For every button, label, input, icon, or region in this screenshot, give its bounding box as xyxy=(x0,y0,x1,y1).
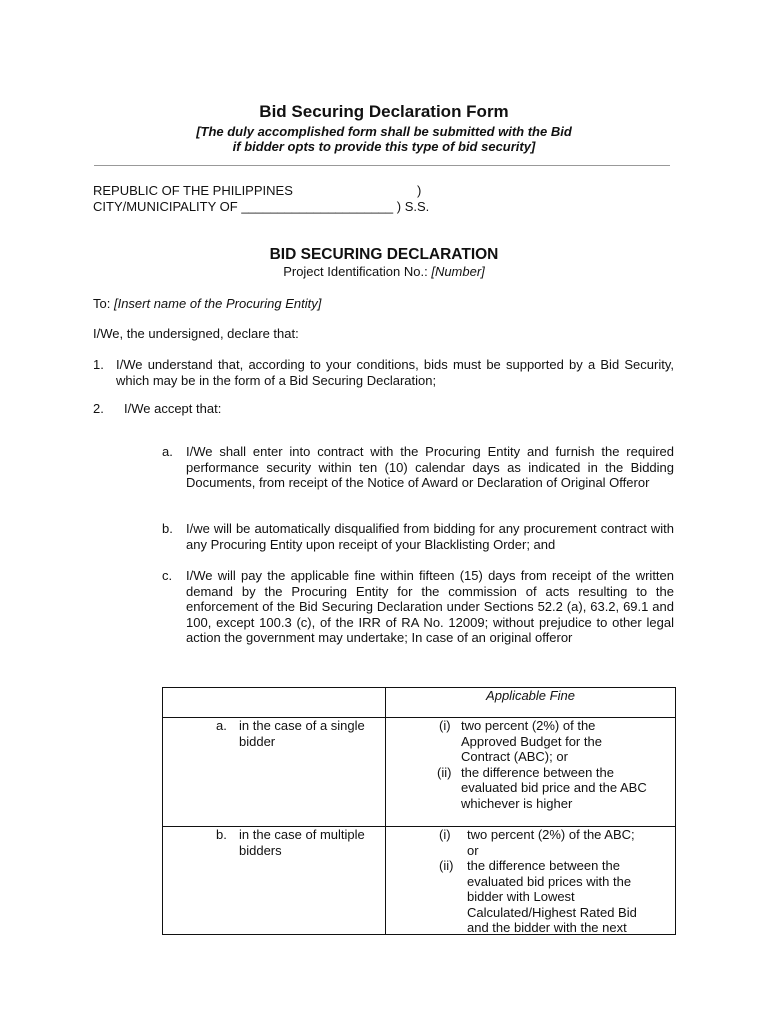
table-row xyxy=(163,827,676,935)
case-label: b. xyxy=(216,827,227,842)
venue-city: CITY/MUNICIPALITY OF _____________________ ) S.S. xyxy=(93,199,430,214)
subitem-c-label: c. xyxy=(162,568,173,583)
fine-text-line: bidder with Lowest xyxy=(467,889,575,904)
project-id-line xyxy=(0,264,768,280)
case-text-line-1: in the case of multiple xyxy=(239,827,365,842)
subitem-b-label: b. xyxy=(162,521,173,536)
form-title: Bid Securing Declaration Form xyxy=(259,102,509,121)
fine-text-line: Approved Budget for the xyxy=(461,733,602,749)
header-divider xyxy=(94,165,670,166)
subtitle-line-1: [The duly accomplished form shall be submitted with the Bid xyxy=(196,124,572,139)
subitem-c-text: I/We will pay the applicable fine within fifteen (15) days from receipt of the written demand by the Procuring Entity for the commission of acts resulting to the enforcement of the Bid Securing Declaration under Sections 52.2 (a), 63.2, 69.1 and 100, except 100.3 (c), of the IRR of RA No. 12009; without prejudice to other legal action the government may undertake; In case of an original offeror xyxy=(186,568,674,645)
fine-text-line: two percent (2%) of the xyxy=(461,718,596,733)
applicable-fine-header: Applicable Fine xyxy=(486,688,575,703)
case-cell xyxy=(163,718,386,827)
venue-republic-paren: ) xyxy=(417,183,422,198)
form-subtitle xyxy=(0,124,768,154)
subitem-a-label: a. xyxy=(162,444,173,459)
venue-republic: REPUBLIC OF THE PHILIPPINES xyxy=(93,183,293,198)
fine-text-line: Contract (ABC); or xyxy=(461,749,568,764)
table-row xyxy=(163,718,676,827)
fine-text-line: and the bidder with the next xyxy=(467,920,627,935)
subitem-a-text: I/We shall enter into contract with the Procuring Entity and furnish the required performance security within ten (10) calendar days as indicated in the Bidding Documents, from receipt of the Notice of Award or Declaration of Original Offeror xyxy=(186,444,674,490)
declaration-title: BID SECURING DECLARATION xyxy=(269,246,499,263)
item-2-text: I/We accept that: xyxy=(124,401,222,416)
fine-num: (ii) xyxy=(437,764,452,780)
addressee-value: [Insert name of the Procuring Entity] xyxy=(113,296,322,311)
case-text-line-1: in the case of a single xyxy=(239,718,365,733)
header-empty-cell xyxy=(163,688,386,718)
fine-text-line: evaluated bid price and the ABC xyxy=(461,780,647,795)
item-2-number: 2. xyxy=(93,401,104,416)
case-cell xyxy=(163,827,386,935)
case-text-line-2: bidder xyxy=(239,733,276,749)
item-1-text: I/We understand that, according to your conditions, bids must be supported by a Bid Security, which may be in the form of a Bid Securing Declaration; xyxy=(116,357,674,388)
fine-text-line: Calculated/Highest Rated Bid xyxy=(467,904,637,920)
subitem-b-text: I/we will be automatically disqualified from bidding for any procurement contract with any Procuring Entity upon receipt of your Blacklisting Order; and xyxy=(186,521,674,552)
fine-text-line: the difference between the xyxy=(461,764,614,780)
fine-cell xyxy=(386,827,676,935)
project-id-label: Project Identification No.: xyxy=(283,264,432,279)
applicable-fine-table xyxy=(162,687,676,935)
addressee-label: To: xyxy=(93,296,114,311)
fine-num: (i) xyxy=(439,827,451,842)
item-1-number: 1. xyxy=(93,357,104,372)
case-label: a. xyxy=(216,718,227,733)
case-text-line-2: bidders xyxy=(239,842,282,858)
fine-text-line: evaluated bid prices with the xyxy=(467,873,632,889)
fine-num: (i) xyxy=(439,718,451,733)
project-id-value: [Number] xyxy=(431,264,485,279)
undersigned-line: I/We, the undersigned, declare that: xyxy=(93,326,299,341)
fine-text-line: whichever is higher xyxy=(461,795,573,811)
header-fine-cell xyxy=(386,688,676,718)
fine-text-line: two percent (2%) of the ABC; xyxy=(467,827,635,842)
fine-cell xyxy=(386,718,676,827)
table-header-row xyxy=(163,688,676,718)
fine-num: (ii) xyxy=(439,858,454,873)
addressee-line xyxy=(93,296,321,312)
subtitle-line-2: if bidder opts to provide this type of bid security] xyxy=(232,139,536,154)
fine-text-line: or xyxy=(467,842,479,858)
fine-text-line: the difference between the xyxy=(467,858,620,873)
